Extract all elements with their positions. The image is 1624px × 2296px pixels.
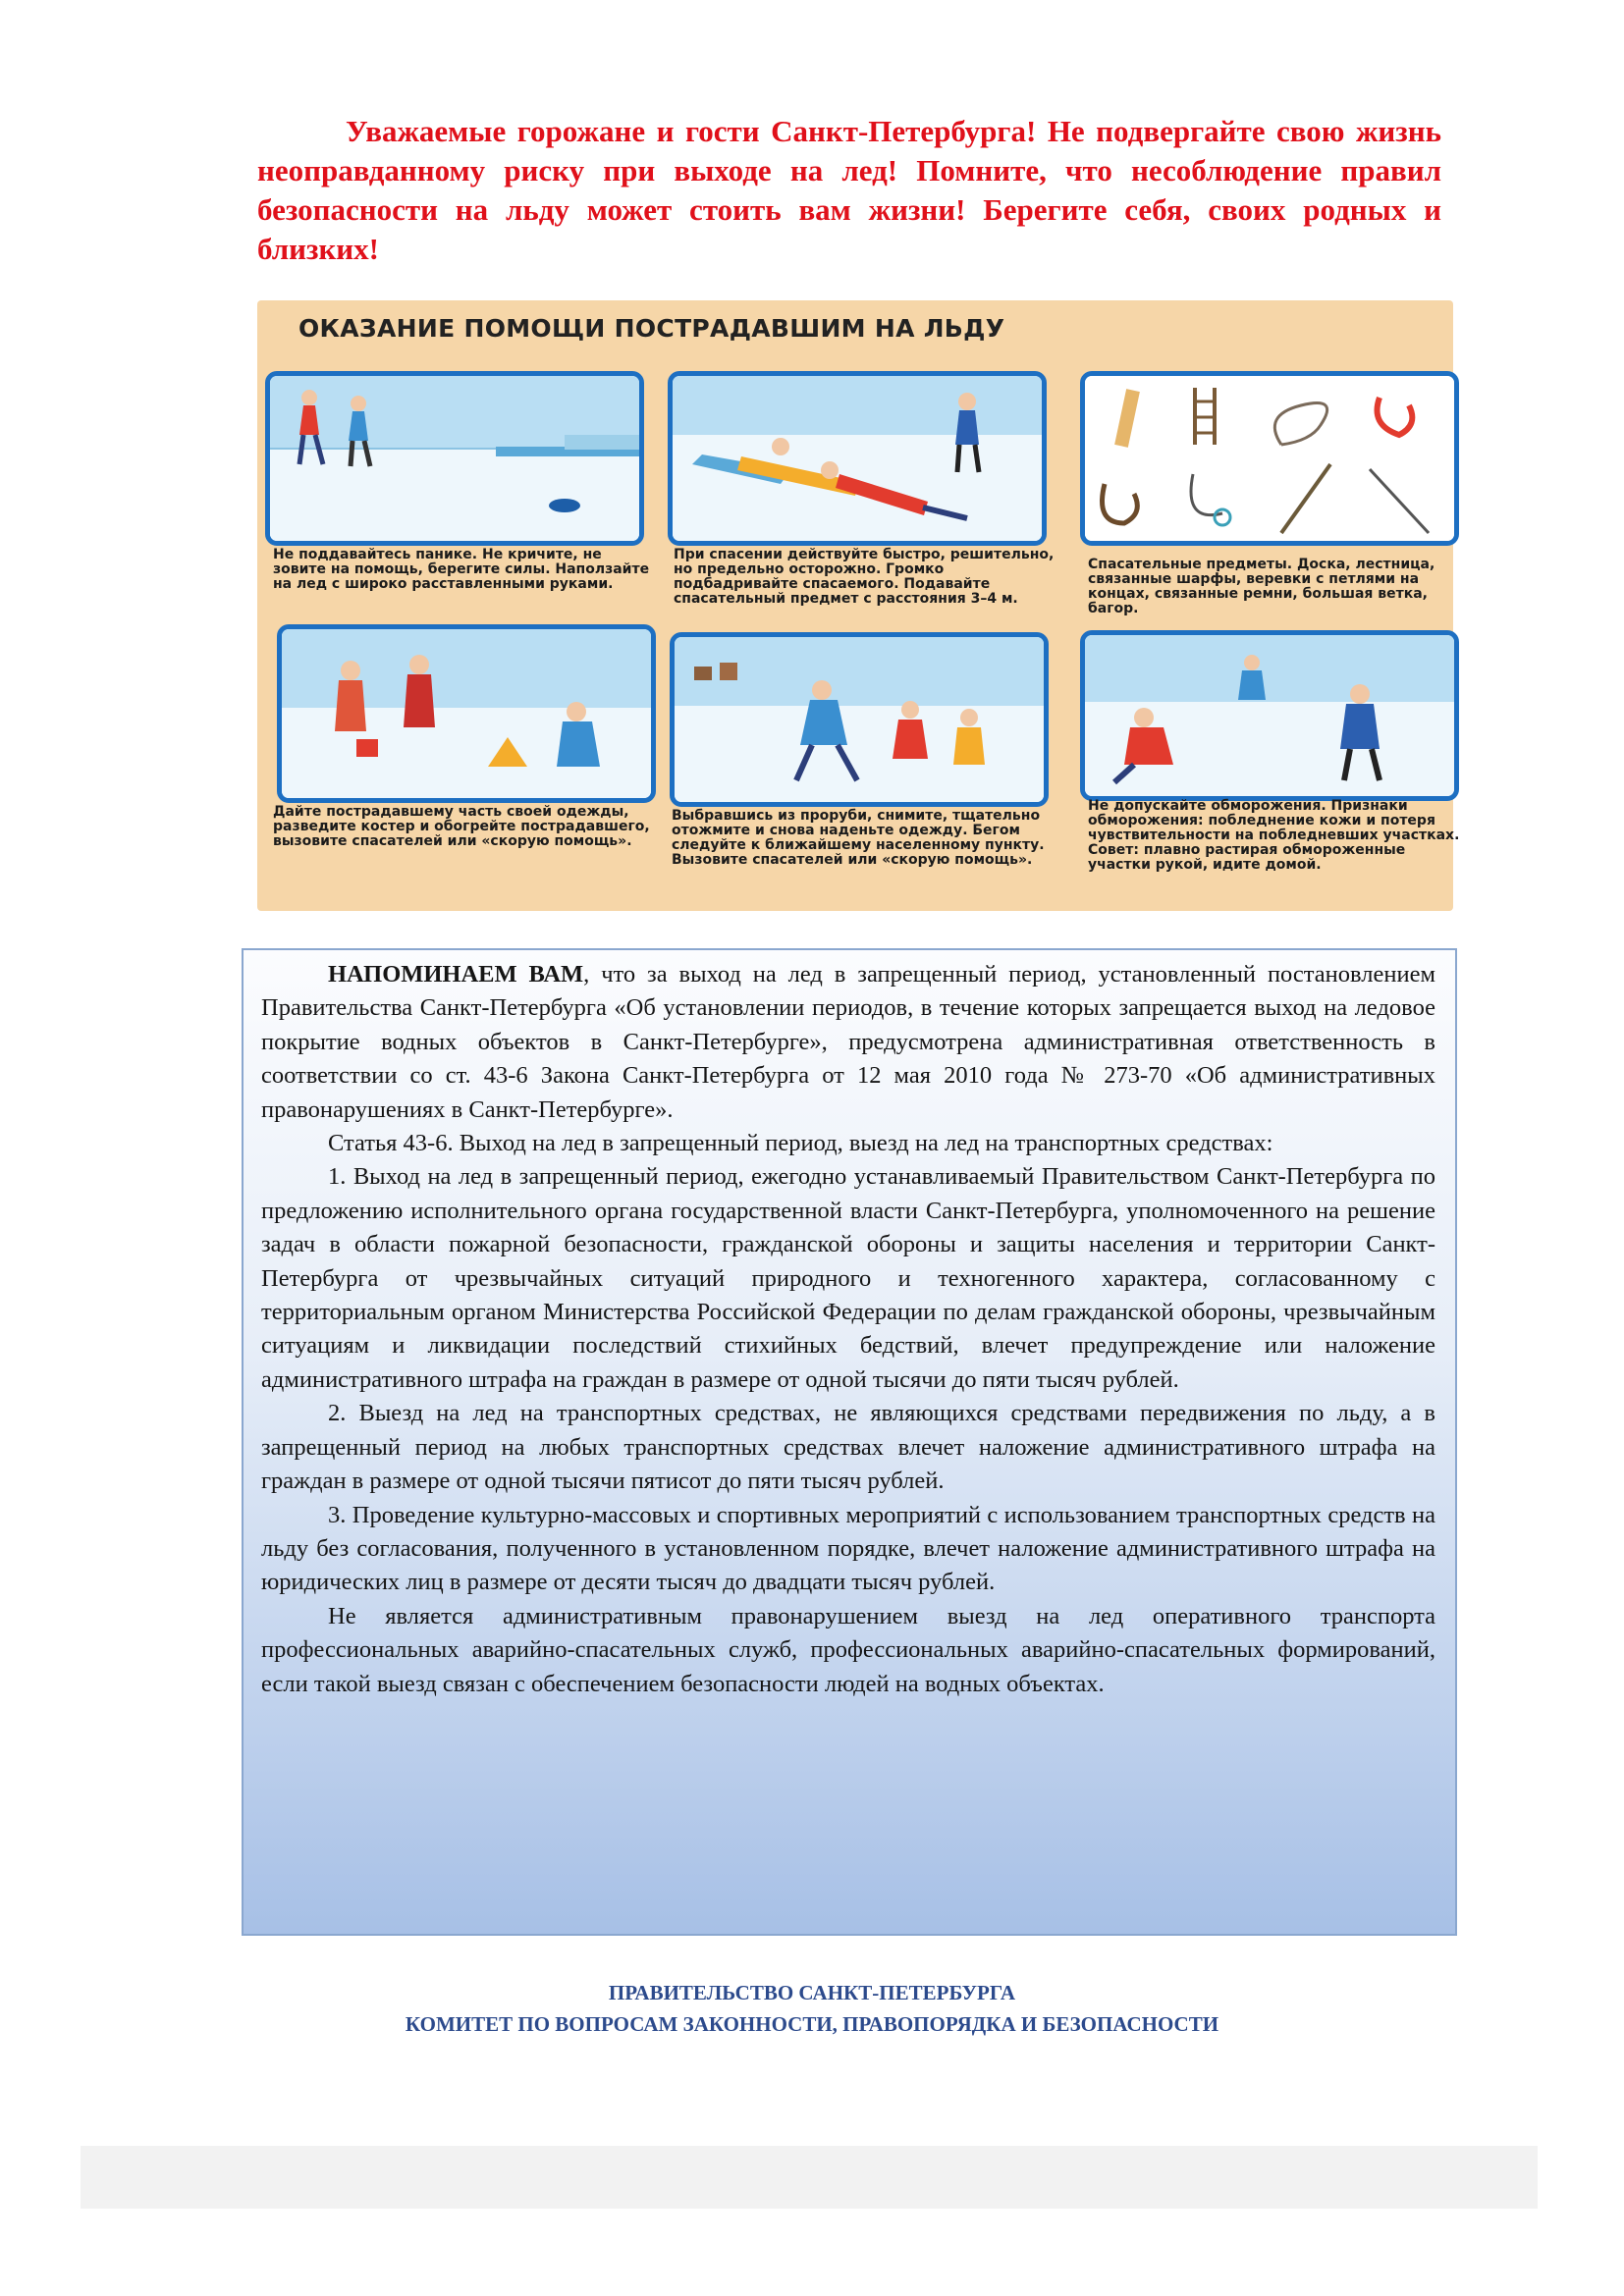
frostbite-illustration [1085,635,1454,796]
crawling-person-illustration [270,376,639,541]
caption-warm-victim: Дайте пострадавшему часть своей одежды, разведите костер и обогрейте пострадавшего, вызовите спасателей или «скорую помощь». [273,804,650,849]
footer-committee: КОМИТЕТ ПО ВОПРОСАМ ЗАКОННОСТИ, ПРАВОПОРЯДКА И БЕЗОПАСНОСТИ [405,2012,1219,2036]
footer-government: ПРАВИТЕЛЬСТВО САНКТ-ПЕТЕРБУРГА [608,1981,1016,2004]
bottom-band [81,2146,1538,2209]
lead-bold: НАПОМИНАЕМ ВАМ [328,961,584,988]
panel-rescue-items [1080,371,1459,546]
panel-prevent-frostbite [1080,630,1459,801]
legal-text [261,958,1435,1701]
legal-reminder-box [242,948,1457,1936]
caption-prevent-frostbite: Не допускайте обморожения. Признаки обморожения: побледнение кожи и потеря чувствительности на побледневших участках. Совет: плавно растирая обмороженные участки рукой, идите домой. [1088,798,1460,873]
rescue-items-illustration [1085,376,1454,541]
lead-rest: , что за выход на лед в запрещенный период, установленный постановлением Правительства Санкт-Петербурга «Об установлении периодов, в течение которых запрещается выход на ледовое покрытие водных объектов в Санкт-Петербурге», предусмотрена административная ответственность в соответствии со ст. 43-6 Закона Санкт-Петербурга от 12 мая 2010 года № 273-70 «Об административных правонарушениях в Санкт-Петербурге». [261,961,1435,1123]
dry-clothes-illustration [675,637,1044,802]
caption-rescue-items: Спасательные предметы. Доска, лестница, связанные шарфы, веревки с петлями на концах, связанные ремни, большая ветка, багор. [1088,557,1435,616]
caption-dry-clothes: Выбравшись из проруби, снимите, тщательно отожмите и снова наденьте одежду. Бегом следуйте к ближайшему населенному пункту. Вызовите спасателей или «скорую помощь». [672,808,1045,868]
warming-victim-illustration [282,629,651,798]
article-item-1: 1. Выход на лед в запрещенный период, ежегодно устанавливаемый Правительством Санкт-Петербурга по предложению исполнительного органа государственной власти Санкт-Петербурга, уполномоченного на решение задач в области пожарной безопасности, гражданской обороны и защиты населения и территории Санкт-Петербурга от чрезвычайных ситуаций природного и техногенного характера, согласованному с территориальным органом Министерства Российской Федерации по делам гражданской обороны, чрезвычайным ситуациям и ликвидации последствий стихийных бедствий, влечет предупреждение или наложение административного штрафа на граждан в размере от одной тысячи до пяти тысяч рублей. [261,1163,1435,1393]
article-item-2: 2. Выезд на лед на транспортных средствах, не являющихся средствами передвижения по льду, а в запрещенный период на любых транспортных средствах влечет наложение административного штрафа на граждан в размере от одной тысячи пятисот до пяти тысяч рублей. [261,1400,1435,1495]
caption-rescue-with-board: При спасении действуйте быстро, решительно, но предельно осторожно. Громко подбадривайте спасаемого. Подавайте спасательный предмет с расстояния 3–4 м. [674,547,1055,607]
panel-dry-clothes [670,632,1049,807]
panel-rescue-with-board [668,371,1047,546]
infographic-title: ОКАЗАНИЕ ПОМОЩИ ПОСТРАДАВШИМ НА ЛЬДУ [298,314,1005,343]
panel-crawl-on-ice [265,371,644,546]
intro-appeal: Уважаемые горожане и гости Санкт-Петербурга! Не подвергайте свою жизнь неоправданному риску при выходе на лед! Помните, что несоблюдение правил безопасности на льду может стоить вам жизни! Берегите себя, своих родных и близких! [257,114,1441,266]
rescue-with-board-illustration [673,376,1042,541]
article-item-3: 3. Проведение культурно-массовых и спортивных мероприятий с использованием транспортных средств на льду без согласования, полученного в установленном порядке, влечет наложение административного штрафа на юридических лиц в размере от десяти тысяч до двадцати тысяч рублей. [261,1501,1435,1596]
article-heading: Статья 43-6. Выход на лед в запрещенный период, выезд на лед на транспортных средствах: [328,1130,1273,1157]
caption-crawl-on-ice: Не поддавайтесь панике. Не кричите, не зовите на помощь, берегите силы. Наползайте на лед с широко расставленными руками. [273,547,650,592]
ice-rescue-infographic [257,300,1460,911]
lead-paragraph [261,958,1435,1127]
panel-warm-victim [277,624,656,803]
exception-note: Не является административным правонарушением выезд на лед оперативного транспорта профессиональных аварийно-спасательных служб, профессиональных аварийно-спасательных формирований, если такой выезд связан с обеспечением безопасности людей на водных объектах. [261,1602,1435,1697]
